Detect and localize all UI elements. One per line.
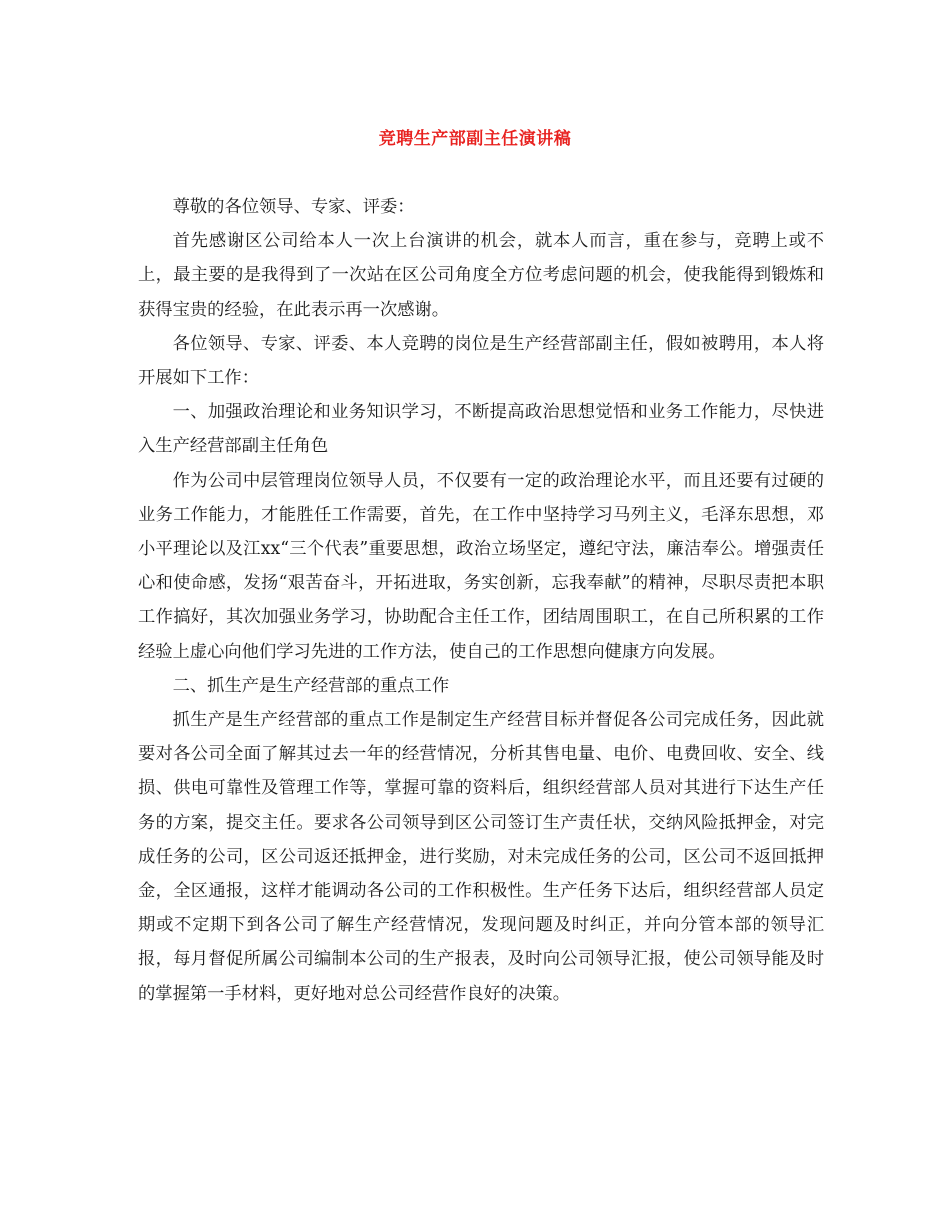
paragraph-section-1: 作为公司中层管理岗位领导人员，不仅要有一定的政治理论水平，而且还要有过硬的业务工作能力，才能胜任工作需要，首先，在工作中坚持学习马列主义，毛泽东思想，邓小平理论以及江xx“三个代表”重要思想，政治立场坚定，遵纪守法，廉洁奉公。增强责任心和使命感，发扬“艰苦奋斗，开拓进取，务实创新，忘我奉献”的精神，尽职尽责把本职工作搞好，其次加强业务学习，协助配合主任工作，团结周围职工，在自己所积累的工作经验上虚心向他们学习先进的工作方法，使自己的工作思想向健康方向发展。 [138, 470, 824, 662]
paragraph-section-2: 抓生产是生产经营部的重点工作是制定生产经营目标并督促各公司完成任务，因此就要对各公司全面了解其过去一年的经营情况，分析其售电量、电价、电费回收、安全、线损、供电可靠性及管理工作等，掌握可靠的资料后，组织经营部人员对其进行下达生产任务的方案，提交主任。要求各公司领导到区公司签订生产责任状，交纳风险抵押金，对完成任务的公司，区公司返还抵押金，进行奖励，对未完成任务的公司，区公司不返回抵押金，全区通报，这样才能调动各公司的工作积极性。生产任务下达后，组织经营部人员定期或不定期下到各公司了解生产经营情况，发现问题及时纠正，并向分管本部的领导汇报，每月督促所属公司编制本公司的生产报表，及时向公司领导汇报，使公司领导能及时的掌握第一手材料，更好地对总公司经营作良好的决策。 [138, 710, 824, 1004]
section-heading-1: 一、加强政治理论和业务知识学习，不断提高政治思想觉悟和业务工作能力，尽快进入生产经营部副主任角色 [138, 402, 824, 457]
paragraph-salutation: 尊敬的各位领导、专家、评委： [172, 197, 415, 217]
section-heading-2: 二、抓生产是生产经营部的重点工作 [172, 675, 450, 696]
paragraph-thanks: 首先感谢区公司给本人一次上台演讲的机会，就本人而言，重在参与，竞聘上或不上，最主要的是我得到了一次站在区公司角度全方位考虑问题的机会，使我能得到锻炼和获得宝贵的经验，在此表示再一次感谢。 [138, 231, 824, 320]
document-title: 竞聘生产部副主任演讲稿 [378, 129, 572, 149]
document-body [138, 190, 824, 1011]
paragraph-position: 各位领导、专家、评委、本人竞聘的岗位是生产经营部副主任，假如被聘用，本人将开展如下工作： [138, 333, 824, 389]
